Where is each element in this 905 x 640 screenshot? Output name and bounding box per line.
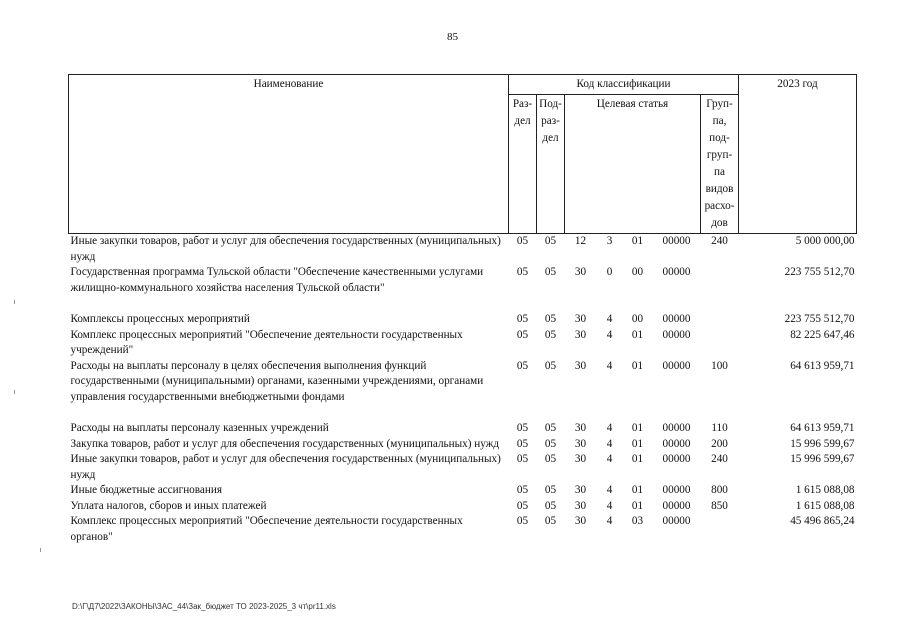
row-name: Комплекс процессных мероприятий "Обеспечение деятельности государственных органов" [70,515,463,543]
row-target-article-program: 30 [574,499,587,512]
row-target-article-type: 4 [606,328,613,341]
row-target-article-program: 30 [574,266,587,278]
row-target-article-subprogram: 00 [631,313,644,325]
row-podrazdel: 05 [544,328,557,341]
row-expense-type: 850 [711,499,728,512]
row-target-article-direction: 00000 [662,437,691,450]
header-subsection: Под- раз- дел [537,95,565,234]
row-amount: 64 613 959,71 [790,359,855,372]
header-section: Раз- дел [509,95,537,234]
row-target-article-direction: 00000 [662,266,691,278]
row-razdel: 05 [516,515,529,527]
row-razdel: 05 [516,437,529,450]
row-razdel: 05 [516,235,529,247]
row-target-article-program: 30 [574,453,587,465]
row-name: Государственная программа Тульской области "Обеспечение качественными услугами жилищно-коммунального хозяйства населения Тульской области" [70,266,484,294]
table-row [69,312,857,328]
row-name: Комплексы процессных мероприятий [70,313,250,325]
row-amount: 223 755 512,70 [784,313,855,325]
row-amount: 64 613 959,71 [790,422,855,434]
row-amount: 15 996 599,67 [790,453,855,465]
margin-mark [14,300,15,304]
row-podrazdel: 05 [544,422,557,434]
row-podrazdel: 05 [544,453,557,465]
footer-file-path: D:\Г\Д7\2022\ЗАКОНЫ\ЗАС_44\Зак_бюджет ТО 2023-2025_3 чт\pr11.xls [72,602,336,611]
row-podrazdel: 05 [544,484,557,496]
table-row [69,499,857,515]
row-target-article-program: 30 [574,422,587,434]
row-podrazdel: 05 [544,313,557,325]
header-year: 2023 год [739,75,857,234]
table-row [69,234,857,266]
row-target-article-type: 3 [606,235,613,247]
row-name: Расходы на выплаты персоналу казенных учреждений [70,422,329,434]
table-row [69,483,857,499]
row-amount: 5 000 000,00 [795,235,855,247]
row-target-article-type: 4 [606,453,613,465]
row-target-article-direction: 00000 [662,453,691,465]
row-name: Иные закупки товаров, работ и услуг для обеспечения государственных (муниципальных) нужд [70,235,501,263]
row-podrazdel: 05 [544,266,557,278]
table-row [69,452,857,483]
row-target-article-type: 4 [606,437,613,450]
row-expense-type [701,265,739,312]
row-podrazdel: 05 [544,499,557,512]
header-name: Наименование [69,75,509,234]
row-razdel: 05 [516,422,529,434]
row-amount: 1 615 088,08 [795,484,855,496]
row-podrazdel: 05 [544,515,557,527]
row-podrazdel: 05 [544,235,557,247]
header-target-article: Целевая статья [565,95,701,234]
row-name: Закупка товаров, работ и услуг для обеспечения государственных (муниципальных) нужд [70,437,500,450]
row-name: Иные бюджетные ассигнования [70,484,222,496]
table-row [69,514,857,545]
row-target-article-program: 30 [574,328,587,341]
row-target-article-subprogram: 01 [631,437,644,450]
row-target-article-type: 4 [606,313,613,325]
row-amount: 82 225 647,46 [790,328,855,341]
header-code: Код классификации [509,75,739,95]
row-razdel: 05 [516,266,529,278]
budget-table [68,74,857,545]
row-expense-type: 240 [711,453,728,465]
row-razdel: 05 [516,313,529,325]
row-expense-type: 800 [711,484,728,496]
row-expense-type: 240 [711,235,728,247]
row-amount: 1 615 088,08 [795,499,855,512]
table-body [69,234,857,546]
row-razdel: 05 [516,484,529,496]
table-row [69,328,857,359]
row-amount: 223 755 512,70 [784,266,855,278]
row-podrazdel: 05 [544,359,557,372]
row-target-article-direction: 00000 [662,499,691,512]
row-expense-type [701,514,739,545]
row-target-article-type: 4 [606,422,613,434]
row-name: Комплекс процессных мероприятий "Обеспечение деятельности государственных учреждений" [70,328,463,356]
row-razdel: 05 [516,328,529,341]
row-target-article-subprogram: 01 [631,328,644,341]
row-target-article-subprogram: 01 [631,359,644,372]
row-target-article-subprogram: 01 [631,499,644,512]
row-expense-type: 100 [711,359,728,372]
row-target-article-direction: 00000 [662,515,691,527]
header-group: Груп- па, под- груп- па видов расхо- дов [701,95,739,234]
row-target-article-subprogram: 01 [631,235,644,247]
row-target-article-direction: 00000 [662,359,691,372]
row-target-article-subprogram: 01 [631,484,644,496]
row-target-article-program: 30 [574,437,587,450]
row-razdel: 05 [516,499,529,512]
row-razdel: 05 [516,359,529,372]
row-amount: 45 496 865,24 [790,515,855,527]
row-amount: 15 996 599,67 [790,437,855,450]
row-target-article-direction: 00000 [662,484,691,496]
row-expense-type: 200 [711,437,728,450]
row-expense-type [701,312,739,328]
row-target-article-type: 4 [606,484,613,496]
row-target-article-program: 30 [574,359,587,372]
row-target-article-subprogram: 03 [631,515,644,527]
row-target-article-type: 0 [606,266,613,278]
page-number: 85 [447,31,458,43]
row-target-article-direction: 00000 [662,235,691,247]
table-row [69,359,857,422]
row-target-article-direction: 00000 [662,313,691,325]
row-target-article-type: 4 [606,515,613,527]
row-expense-type: 110 [711,422,728,434]
row-target-article-type: 4 [606,359,613,372]
row-razdel: 05 [516,453,529,465]
row-target-article-program: 30 [574,484,587,496]
row-podrazdel: 05 [544,437,557,450]
row-target-article-subprogram: 00 [631,266,644,278]
row-target-article-type: 4 [606,499,613,512]
margin-mark [40,548,41,552]
row-name: Иные закупки товаров, работ и услуг для обеспечения государственных (муниципальных) нужд [70,453,501,481]
table-row [69,421,857,437]
row-name: Расходы на выплаты персоналу в целях обеспечения выполнения функций государственными (муниципальными) органами, казенными учреждениями, органами управления государственными внебюджетными фондами [70,359,484,403]
margin-mark [14,390,15,394]
row-target-article-direction: 00000 [662,422,691,434]
row-name: Уплата налогов, сборов и иных платежей [70,499,267,512]
row-expense-type [701,328,739,359]
row-target-article-program: 12 [574,235,587,247]
row-target-article-subprogram: 01 [631,422,644,434]
row-target-article-subprogram: 01 [631,453,644,465]
row-target-article-program: 30 [574,313,587,325]
table-row [69,265,857,312]
row-target-article-program: 30 [574,515,587,527]
row-target-article-direction: 00000 [662,328,691,341]
table-row [69,437,857,453]
